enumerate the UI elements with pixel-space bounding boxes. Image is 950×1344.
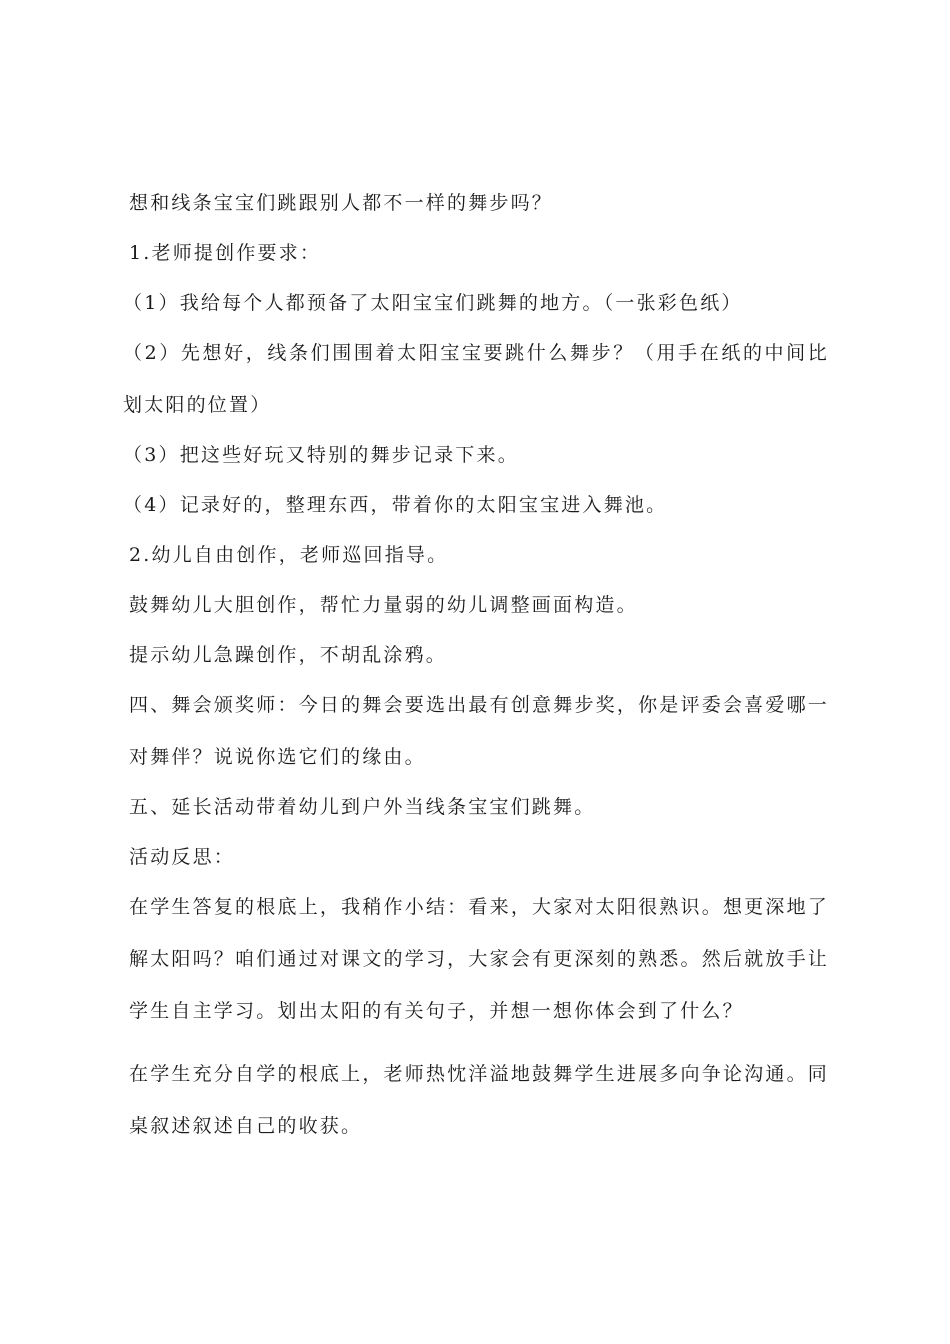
paragraph-section-4: 四、舞会颁奖师：今日的舞会要选出最有创意舞步奖，你是评委会喜爱哪一对舞伴？说说你选它们的缘由。: [129, 694, 829, 768]
paragraph-step-1: 1.老师提创作要求：: [129, 242, 322, 264]
paragraph-requirement-1: （1）我给每个人都预备了太阳宝宝们跳舞的地方。（一张彩色纸）: [123, 292, 743, 314]
paragraph-step-2: 2.幼儿自由创作，老师巡回指导。: [129, 544, 449, 566]
paragraph-reminder: 提示幼儿急躁创作，不胡乱涂鸦。: [129, 644, 448, 666]
document-body: [123, 190, 829, 1152]
paragraph-requirement-4: （4）记录好的，整理东西，带着你的太阳宝宝进入舞池。: [123, 494, 668, 516]
paragraph-section-5: 五、延长活动带着幼儿到户外当线条宝宝们跳舞。: [129, 796, 596, 818]
paragraph-reflection-heading: 活动反思：: [129, 846, 236, 868]
paragraph-requirement-3: （3）把这些好玩又特别的舞步记录下来。: [123, 444, 519, 466]
paragraph-reflection-1: 在学生答复的根底上，我稍作小结：看来，大家对太阳很熟识。想更深地了解太阳吗？咱们通过对课文的学习，大家会有更深刻的熟悉。然后就放手让学生自主学习。划出太阳的有关句子，并想一想你体会到了什么？: [129, 896, 829, 1022]
paragraph-reflection-2: 在学生充分自学的根底上，老师热忱洋溢地鼓舞学生进展多向争论沟通。同桌叙述叙述自己的收获。: [129, 1063, 829, 1137]
paragraph-requirement-2: （2）先想好，线条们围围着太阳宝宝要跳什么舞步？（用手在纸的中间比划太阳的位置）: [123, 342, 829, 416]
paragraph-encourage: 鼓舞幼儿大胆创作，帮忙力量弱的幼儿调整画面构造。: [129, 594, 638, 616]
paragraph-intro-question: 想和线条宝宝们跳跟别人都不一样的舞步吗？: [129, 192, 554, 214]
